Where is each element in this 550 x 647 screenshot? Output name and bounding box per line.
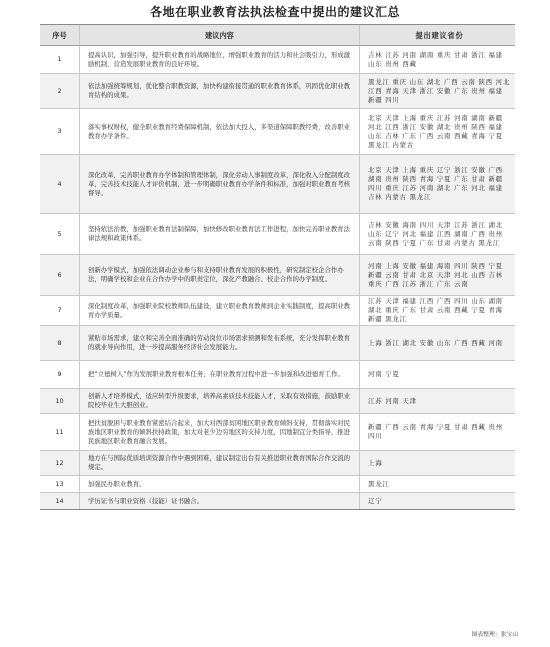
row-provinces: 江苏 河南 天津 bbox=[368, 396, 417, 405]
row-provinces: 黑龙江 重庆 山东 湖北 广西 云南 陕西 河北 江西 青海 天津 浙江 安徽 广东 贵州 福建 新疆 四川 bbox=[368, 77, 511, 104]
row-content: 地方在与国际优质培训资源合作中遇到困难，建议制定出台有关推进职业教育国际合作交流的规定。 bbox=[80, 451, 360, 475]
row-content: 紧贴市场需求，建立和完善全面准确的劳动岗位市场需求预测和发布系统，充分发挥职业教育的就业导向作用，进一步提高服务经济社会发展能力。 bbox=[80, 326, 360, 360]
row-index: 4 bbox=[40, 155, 80, 213]
row-index: 3 bbox=[40, 109, 80, 154]
table-row bbox=[40, 109, 515, 155]
row-content: 提高认识，加强引导，提升职业教育的战略地位，增强职业教育的活力和社会吸引力，形成激励机制，营造发展职业教育的良好环境。 bbox=[80, 46, 360, 73]
row-provinces: 上海 bbox=[368, 458, 383, 467]
header-index: 序号 bbox=[40, 25, 80, 45]
row-index: 2 bbox=[40, 74, 80, 108]
row-content: 把扶贫脱困与职业教育紧密结合起来，加大对西部贫困地区职业教育倾斜支持，贯彻落实对民族地区职业教育的倾斜扶持政策，加大对老少边穷地区的支持力度，因地制宜分类指导，推进民族地区职业教育融合发展。 bbox=[80, 414, 360, 450]
table-row bbox=[40, 414, 515, 451]
row-index: 10 bbox=[40, 389, 80, 413]
row-index: 1 bbox=[40, 46, 80, 73]
row-content: 创新办学模式，加强依法调动企业参与和支持职业教育发展的积极性，研究制定校企合作办法，明确学校和企业在合作办学中的职责定位，深化产教融合、校企合作的办学制度。 bbox=[80, 255, 360, 295]
row-index: 6 bbox=[40, 255, 80, 295]
row-provinces: 上海 浙江 湖北 安徽 山东 广西 西藏 河南 bbox=[368, 338, 503, 347]
table-row bbox=[40, 476, 515, 493]
table-row bbox=[40, 296, 515, 326]
document-title: 各地在职业教育法执法检查中提出的建议汇总 bbox=[149, 5, 400, 19]
row-index: 13 bbox=[40, 476, 80, 492]
table-row bbox=[40, 493, 515, 509]
table-row bbox=[40, 46, 515, 74]
row-provinces: 河南 上海 安徽 福建 海南 四川 陕西 宁夏 新疆 云南 甘肃 北京 天津 河北 山西 吉林 重庆 广西 江苏 浙江 广东 云南 bbox=[368, 261, 503, 288]
row-provinces: 辽宁 bbox=[368, 496, 383, 505]
row-provinces: 江苏 天津 福建 江西 广西 四川 山东 湖南 湖北 重庆 广东 甘肃 云南 西藏 宁夏 青海 新疆 黑龙江 bbox=[368, 297, 503, 323]
row-content: 坚持依法治教，加强职业教育法制保障，加快修改职业教育法工作进程，加快完善职业教育法律法规和政策体系。 bbox=[80, 214, 360, 254]
row-content: 落实事权财权，健全职业教育经费保障机制，依法加大投入，多渠道保障职教经费，改善职业教育办学条件。 bbox=[80, 109, 360, 154]
table-row bbox=[40, 214, 515, 255]
source-credit: 图表整理：张宝山 bbox=[471, 632, 518, 638]
row-provinces: 河南 宁夏 bbox=[368, 370, 400, 378]
row-content: 深化制度改革，加强职业院校教师队伍建设，建立职业教育教师到企业实践制度，提高职业教育办学质量。 bbox=[80, 296, 360, 325]
row-provinces: 北京 天津 上海 重庆 江苏 河南 湖南 新疆 河北 江西 浙江 安徽 湖北 贵州 陕西 福建 山东 吉林 广东 广西 云南 西藏 青海 宁夏 黑龙江 内蒙古 bbox=[368, 113, 503, 149]
row-content: 学历证书与职业资格（技能）证书融合。 bbox=[80, 493, 360, 509]
row-provinces: 黑龙江 bbox=[368, 479, 390, 488]
row-content: 把“立德树人”作为发展职业教育根本任务，在职业教育过程中进一步加强和改进德育工作。 bbox=[80, 361, 360, 388]
row-index: 9 bbox=[40, 361, 80, 388]
header-provinces: 提出建议省份 bbox=[415, 30, 464, 40]
row-provinces: 新疆 广西 云南 青海 宁夏 甘肃 西藏 贵州 四川 bbox=[368, 423, 503, 440]
row-content: 创新人才培养模式，适应转型升级要求，培养高素质技术技能人才，采取有效措施，鼓励职业院校毕业生大胆创业。 bbox=[80, 389, 360, 413]
table-row bbox=[40, 451, 515, 476]
row-index: 12 bbox=[40, 451, 80, 475]
table-row bbox=[40, 326, 515, 361]
row-provinces: 吉林 安徽 海南 四川 天津 江苏 浙江 湖北 山东 辽宁 河北 福建 江西 湖南 广西 贵州 云南 陕西 宁夏 广东 甘肃 内蒙古 黑龙江 bbox=[368, 220, 503, 247]
row-index: 7 bbox=[40, 296, 80, 325]
row-provinces: 吉林 江苏 河南 湖南 重庆 甘肃 浙江 福建 山东 贵州 西藏 bbox=[368, 50, 503, 68]
table-row bbox=[40, 74, 515, 109]
row-index: 14 bbox=[40, 493, 80, 509]
row-content: 加强民办职业教育。 bbox=[80, 476, 360, 492]
table-row bbox=[40, 389, 515, 414]
table-row bbox=[40, 361, 515, 389]
table-header-row bbox=[40, 25, 515, 46]
row-index: 11 bbox=[40, 414, 80, 450]
suggestions-table bbox=[40, 24, 515, 510]
row-content: 依法加强统筹规划，优化整合职教资源，加快构建衔接贯通的职业教育体系，巩固优化职业教育结构的成果。 bbox=[80, 74, 360, 108]
row-provinces: 北京 天津 上海 重庆 辽宁 浙江 安徽 广西 湖南 贵州 陕西 青海 宁夏 广东 甘肃 新疆 四川 重庆 江苏 河南 湖北 广东 河北 福建 吉林 内蒙古 黑龙江 bbox=[368, 166, 503, 201]
table-row bbox=[40, 255, 515, 296]
row-index: 5 bbox=[40, 214, 80, 254]
row-content: 深化改革，完善职业教育办学体制和管理体制，深化劳动人事制度改革，深化收入分配制度改革，完善技术技能人才评价机制，进一步明确职业教育办学条件和标准，加强对职业教育考核督导。 bbox=[80, 155, 360, 213]
table-row bbox=[40, 155, 515, 214]
header-content: 建议内容 bbox=[80, 25, 360, 45]
row-index: 8 bbox=[40, 326, 80, 360]
